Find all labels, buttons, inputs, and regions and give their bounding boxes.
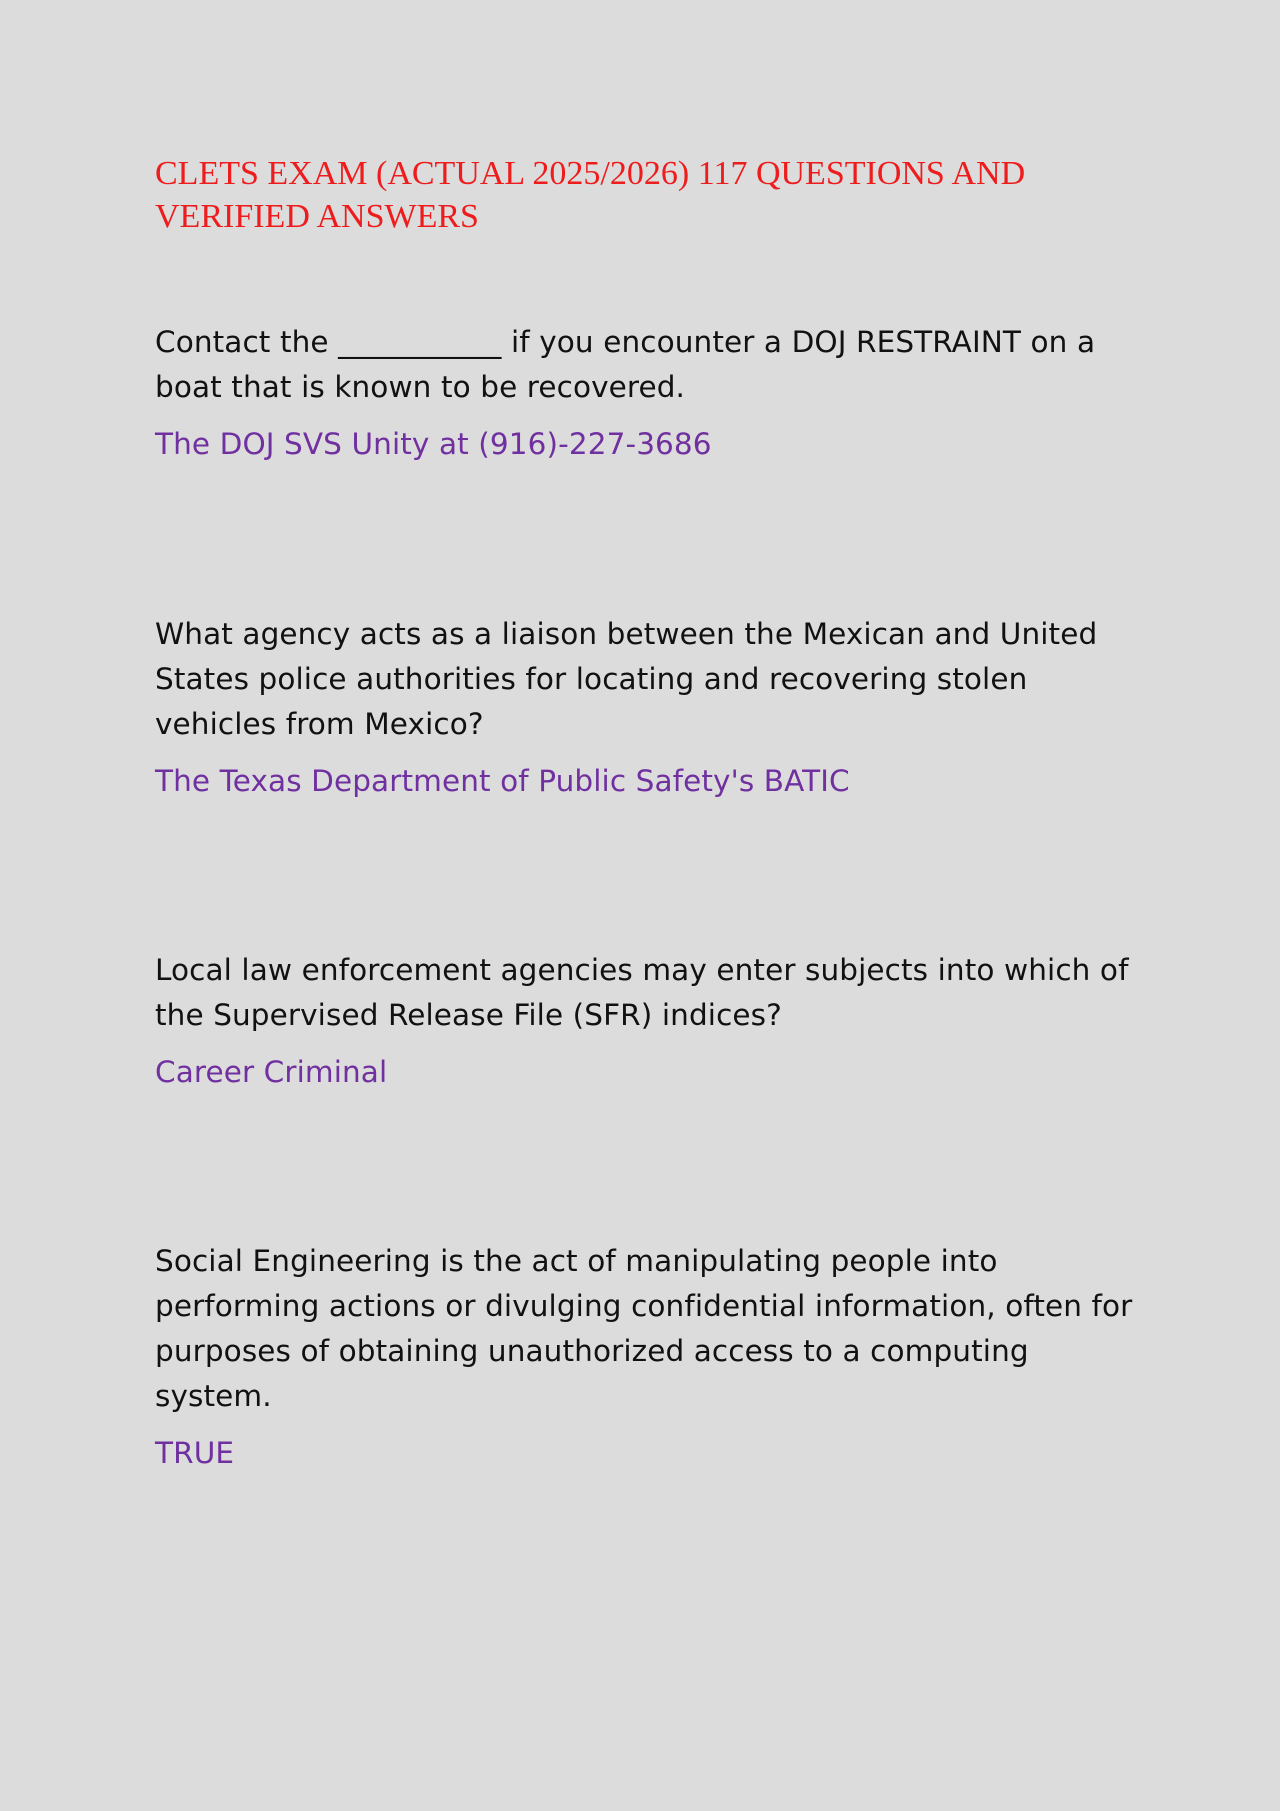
question-text: Social Engineering is the act of manipulating people into performing actions or divulging confidential information, often for purposes of obtaining unauthorized access to a computing system. [155, 1244, 1133, 1413]
qa-item [155, 948, 1135, 1092]
qa-item [155, 1239, 1135, 1473]
document-title: CLETS EXAM (ACTUAL 2025/2026) 117 QUESTIONS AND VERIFIED ANSWERS [155, 155, 1026, 235]
qa-item [155, 320, 1135, 464]
question-text: What agency acts as a liaison between the Mexican and United States police authorities for locating and recovering stolen vehicles from Mexico? [155, 617, 1098, 741]
answer-text: TRUE [155, 1436, 235, 1470]
answer-text: The DOJ SVS Unity at (916)-227-3686 [155, 427, 712, 461]
question-text: Contact the ___________ if you encounter a DOJ RESTRAINT on a boat that is known to be recovered. [155, 325, 1096, 404]
answer-text: Career Criminal [155, 1055, 388, 1089]
answer-text: The Texas Department of Public Safety's BATIC [155, 764, 850, 798]
qa-item [155, 612, 1135, 801]
question-text: Local law enforcement agencies may enter subjects into which of the Supervised Release File (SFR) indices? [155, 953, 1129, 1032]
